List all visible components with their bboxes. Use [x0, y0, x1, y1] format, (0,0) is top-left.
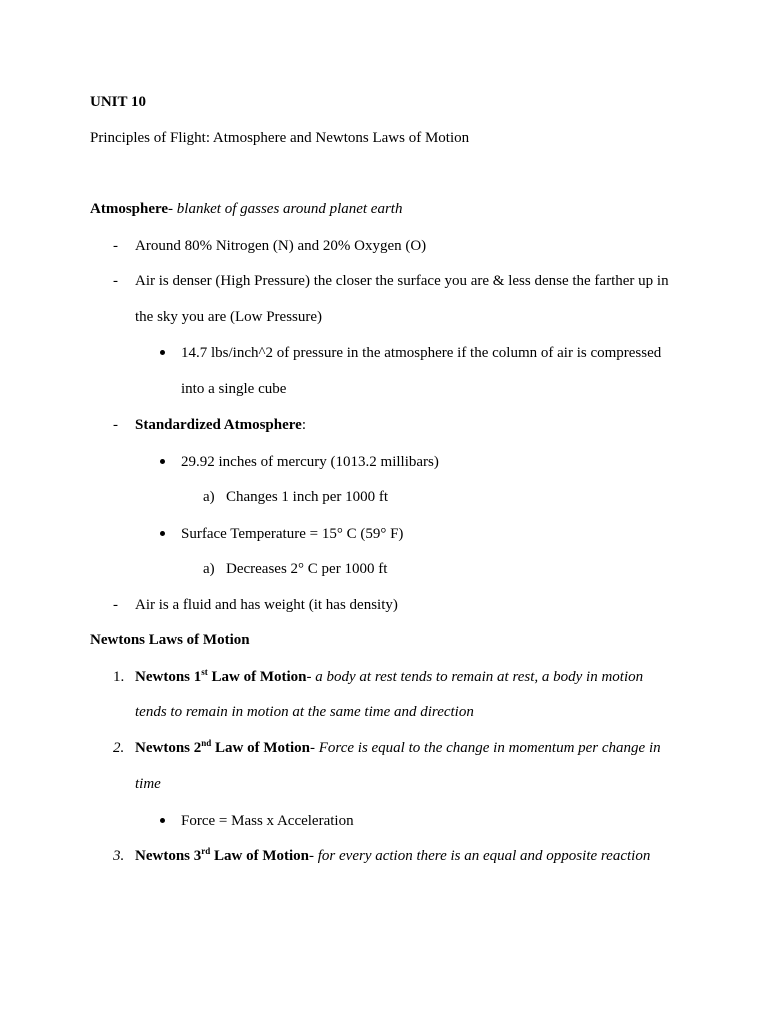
law1-line1: [135, 668, 643, 686]
surface-temp-item: Surface Temperature = 15° C (59° F): [181, 526, 404, 542]
law1-label-post: Law of Motion: [207, 669, 307, 685]
unit-title: UNIT 10: [90, 94, 146, 110]
law3-label-sup: rd: [201, 846, 211, 856]
composition-item: Around 80% Nitrogen (N) and 20% Oxygen (O): [135, 238, 427, 254]
law3-label-post: Law of Motion: [210, 848, 309, 864]
pressure-item-line1: 14.7 lbs/inch^2 of pressure in the atmosphere if the column of air is compressed: [181, 345, 662, 361]
law1-separator: -: [306, 669, 316, 685]
mercury-item: 29.92 inches of mercury (1013.2 millibars): [181, 454, 439, 470]
law1-label-pre: Newtons 1: [135, 669, 202, 685]
law2-label-pre: Newtons 2: [135, 740, 202, 756]
dash-marker: -: [113, 273, 118, 289]
law2-marker: 2.: [113, 740, 125, 756]
standard-atmosphere-label: Standardized Atmosphere: [135, 417, 302, 433]
law1-marker: 1.: [113, 669, 125, 685]
law2-label-sup: nd: [201, 738, 212, 748]
law3-separator: -: [309, 848, 318, 864]
atmosphere-heading-separator: -: [168, 201, 177, 217]
law3-label-pre: Newtons 3: [135, 848, 202, 864]
dash-marker: -: [113, 238, 118, 254]
dash-marker: -: [113, 417, 118, 433]
density-item-line2: the sky you are (Low Pressure): [135, 309, 323, 325]
law2-bullet: Force = Mass x Acceleration: [181, 813, 354, 829]
temp-sub-marker: a): [203, 561, 215, 577]
bullet-icon: [160, 818, 165, 823]
atmosphere-heading: Atmosphere: [90, 201, 169, 217]
document-subtitle: Principles of Flight: Atmosphere and Newtons Laws of Motion: [90, 130, 470, 146]
atmosphere-definition: blanket of gasses around planet earth: [176, 201, 403, 217]
law1-text-line1: a body at rest tends to remain at rest, a body in motion: [315, 669, 644, 685]
law1-label-sup: st: [201, 667, 208, 677]
law3-line1: [135, 847, 650, 865]
standard-atmosphere-colon: :: [301, 417, 306, 433]
mercury-sub-marker: a): [203, 489, 215, 505]
temp-sub-item: Decreases 2° C per 1000 ft: [226, 561, 388, 577]
standard-atmosphere-line: [135, 416, 306, 434]
dash-marker: -: [113, 597, 118, 613]
pressure-item-line2: into a single cube: [181, 381, 287, 397]
bullet-icon: [160, 350, 165, 355]
bullet-icon: [160, 459, 165, 464]
mercury-sub-item: Changes 1 inch per 1000 ft: [226, 489, 389, 505]
newton-heading: Newtons Laws of Motion: [90, 632, 250, 648]
fluid-item: Air is a fluid and has weight (it has density): [135, 597, 398, 613]
law3-marker: 3.: [113, 848, 125, 864]
law3-text-line1: for every action there is an equal and opposite reaction: [317, 848, 651, 864]
law2-separator: -: [310, 740, 319, 756]
density-item-line1: Air is denser (High Pressure) the closer the surface you are & less dense the farther up in: [135, 273, 669, 289]
law2-line1: [135, 739, 661, 757]
law2-label-post: Law of Motion: [211, 740, 311, 756]
law2-text-line2: time: [135, 776, 161, 792]
law1-text-line2: tends to remain in motion at the same time and direction: [135, 704, 474, 720]
atmosphere-heading-line: [90, 200, 402, 218]
law2-text-line1: Force is equal to the change in momentum per change in: [318, 740, 661, 756]
bullet-icon: [160, 531, 165, 536]
